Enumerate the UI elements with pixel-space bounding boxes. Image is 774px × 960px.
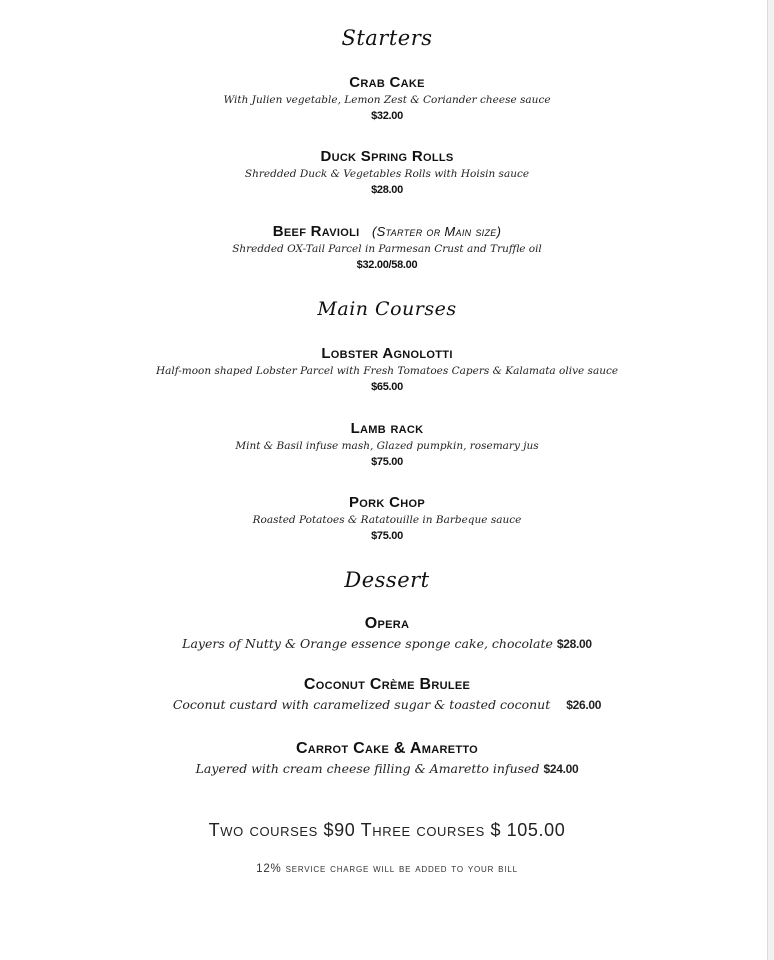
item-description: Coconut custard with caramelized sugar & toasted coconut [172, 697, 551, 712]
item-size-note: (Starter or Main size) [371, 224, 502, 239]
item-name: Lamb rack [350, 420, 424, 437]
menu-item-coconut-creme-brulee [0, 675, 774, 715]
item-description: Layers of Nutty & Orange essence sponge cake, chocolate [182, 636, 553, 651]
course-pricing: Two courses $90 Three courses $ 105.00 [208, 820, 566, 840]
menu-item-carrot-cake-amaretto [0, 739, 774, 779]
menu-item-beef-ravioli [0, 223, 774, 273]
item-description: Shredded OX-Tail Parcel in Parmesan Crust and Truffle oil [232, 243, 542, 255]
item-name: Crab Cake [349, 74, 425, 91]
item-name: Pork Chop [349, 494, 425, 511]
menu-item-duck-spring-rolls [0, 148, 774, 198]
item-price: $75.00 [371, 530, 403, 542]
item-description: Roasted Potatoes & Ratatouille in Barbeque sauce [252, 514, 522, 526]
menu-item-pork-chop [0, 494, 774, 544]
item-name: Carrot Cake & Amaretto [295, 740, 479, 757]
item-price: $24.00 [543, 762, 579, 776]
item-price: $32.00 [371, 110, 403, 122]
item-price: $32.00/58.00 [356, 259, 418, 271]
section-title-starters: Starters [341, 26, 433, 50]
item-name: Opera [364, 615, 410, 632]
item-description: With Julien vegetable, Lemon Zest & Coriander cheese sauce [223, 94, 551, 106]
item-description-line [0, 759, 774, 779]
item-description: Mint & Basil infuse mash, Glazed pumpkin, rosemary jus [235, 440, 539, 452]
item-price: $65.00 [371, 381, 403, 393]
item-name-text: Beef Ravioli [272, 223, 360, 240]
item-name: Lobster Agnolotti [321, 345, 453, 362]
item-name: Duck Spring Rolls [320, 148, 454, 165]
menu-item-crab-cake [0, 74, 774, 124]
item-description: Shredded Duck & Vegetables Rolls with Hoisin sauce [244, 168, 530, 180]
menu-item-lobster-agnolotti [0, 345, 774, 395]
item-price: $28.00 [371, 184, 403, 196]
item-name [0, 223, 774, 241]
section-title-main-courses: Main Courses [317, 298, 457, 320]
menu-item-lamb-rack [0, 420, 774, 470]
section-title-dessert: Dessert [344, 568, 430, 592]
item-description-line [0, 695, 774, 715]
item-price: $26.00 [566, 698, 602, 712]
item-price: $28.00 [556, 637, 592, 651]
service-charge-note: 12% service charge will be added to your bill [256, 863, 518, 875]
item-description-line [0, 634, 774, 654]
menu-item-opera [0, 614, 774, 654]
item-price: $75.00 [371, 456, 403, 468]
item-name: Coconut Crème Brulee [303, 676, 471, 693]
item-description: Layered with cream cheese filling & Amaretto infused [195, 761, 540, 776]
item-description: Half-moon shaped Lobster Parcel with Fresh Tomatoes Capers & Kalamata olive sauce [155, 365, 619, 377]
